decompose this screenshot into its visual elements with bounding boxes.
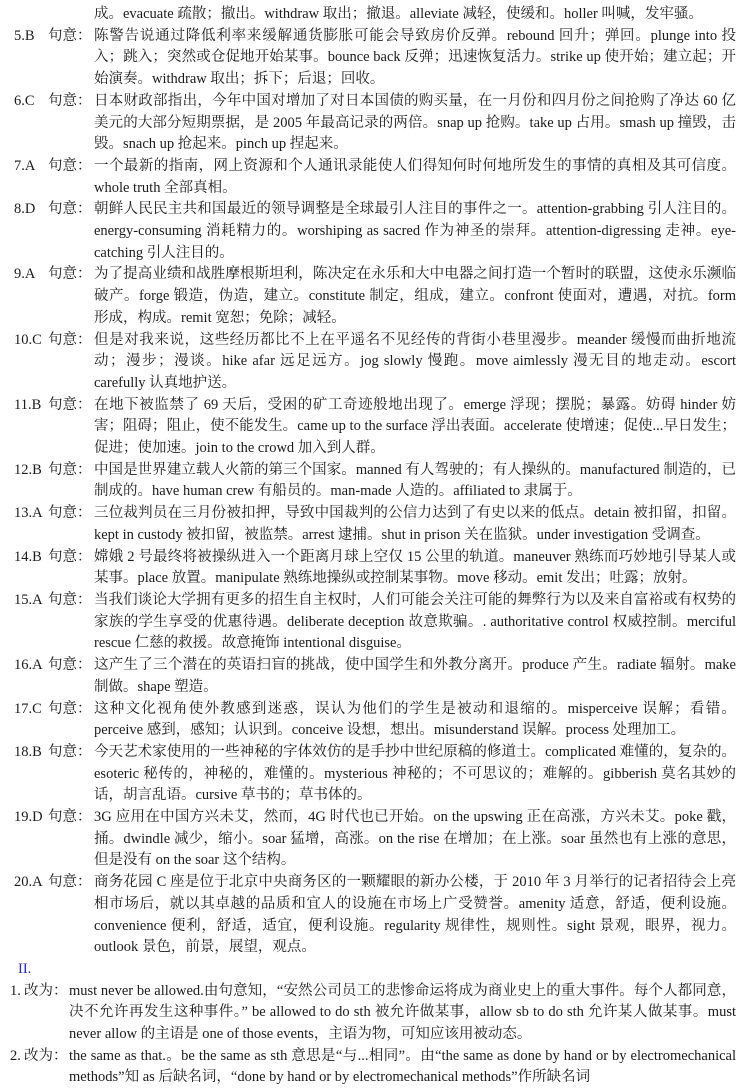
answer-item: [0, 590, 745, 655]
item-number: 9.A: [14, 266, 36, 283]
item-label: 句意：: [48, 201, 92, 218]
answer-item: [0, 742, 745, 807]
item-number: 6.C: [14, 92, 35, 109]
item-text: 为了提高业绩和战胜摩根斯坦利，陈决定在永乐和大中电器之间打造一个暂时的联盟，这使永乐濒临破产。forge 锻造，伪造，建立。constitute 制定，组成，建立。confront 使面对，遭遇，对抗。form 形成，构成。remit 宽恕；免除；减轻。: [94, 266, 736, 326]
item-text: 朝鲜人民民主共和国最近的领导调整是全球最引人注目的事件之一。attention-grabbing 引人注目的。energy-consuming 消耗精力的。worshiping as sacred 作为神圣的崇拜。attention-digressing 走神。eye-catching 引人注目的。: [94, 201, 736, 261]
item-number: 18.B: [14, 743, 42, 760]
answer-item: [0, 26, 745, 91]
item-number: 5.B: [14, 27, 35, 44]
item-text: 但是对我来说，这些经历都比不上在平遥名不见经传的背街小巷里漫步。meander 缓慢而曲折地流动；漫步；漫谈。hike afar 远足远方。jog slowly 慢跑。move aimlessly 漫无目的地走动。escort carefully 认真地护送。: [94, 331, 736, 391]
item-text: 3G 应用在中国方兴未艾，然而，4G 时代也已开始。on the upswing 正在高涨，方兴未艾。poke 戳，捅。dwindle 减少，缩小。soar 猛增，高涨。on the rise 在增加；在上涨。soar 虽然也有上涨的意思，但是没有 on the soar 这个结构。: [94, 809, 736, 869]
item-number: 2.: [10, 1047, 21, 1064]
answer-item: [0, 807, 745, 872]
item-text: 商务花园 C 座是位于北京中央商务区的一颗耀眼的新办公楼，于 2010 年 3 月举行的记者招待会上亮相市场后，就以其卓越的品质和宜人的设施在市场上广受赞誉。amenity 适意，舒适，便利设施。convenience 便利，舒适，适宜，便利设施。regularity 规律性，规则性。sight 景观，眼界，视力。outlook 景色，前景，展望，观点。: [94, 874, 736, 956]
item-text: 成。evacuate 疏散；撤出。withdraw 取出；撤退。alleviate 减轻，使缓和。holler 叫喊，发牢骚。: [94, 6, 703, 22]
item-text: 日本财政部指出，今年中国对增加了对日本国债的购买量，在一月份和四月份之间抢购了净达 60 亿美元的大部分短期票据，是 2005 年最高记录的两倍。snap up 抢购。take up 占用。smash up 撞毁，击毁。snach up 抢起来。pinch up 捏起来。: [94, 92, 736, 153]
item-text: 当我们谈论大学拥有更多的招生自主权时，人们可能会关注可能的舞弊行为以及来自富裕或有权势的家族的学生享受的优惠待遇。deliberate deception 故意欺骗。. authoritative control 权威控制。merciful rescue 仁慈的救援。故意掩饰 intentional disguise。: [94, 591, 736, 652]
answer-item: [0, 503, 745, 546]
item-text: 在地下被监禁了 69 天后，受困的矿工奇迹般地出现了。emerge 浮现；摆脱；暴露。妨碍 hinder 妨害；阻碍；阻止，使不能发生。came up to the surface 浮出表面。accelerate 使增速；促使...早日发生；促进；使加速。join to the crowd 加入到人群。: [94, 396, 736, 457]
item-number: 12.B: [14, 461, 42, 478]
item-label: 句意：: [48, 461, 92, 478]
answer-item: [0, 395, 745, 460]
item-label: 句意：: [48, 743, 92, 760]
section-heading: II.: [18, 960, 32, 977]
answer-item: [0, 156, 745, 199]
item-number: 15.A: [14, 591, 43, 608]
answer-item: [0, 264, 745, 329]
answer-item: [0, 91, 745, 156]
answer-item: [0, 199, 745, 264]
item-label: 句意：: [48, 809, 92, 826]
item-label: 改为：: [24, 1047, 68, 1064]
correction-item: [0, 1046, 745, 1089]
item-number: 8.D: [14, 201, 36, 218]
answer-item: [0, 460, 745, 503]
item-label: 句意：: [48, 331, 92, 348]
item-label: 句意：: [48, 874, 92, 891]
item-number: 16.A: [14, 657, 43, 674]
item-text: must never be allowed.由句意知，“安然公司员工的悲惨命运将成为商业史上的重大事件。每个人都同意，决不允许再发生这种事件。” be allowed to do sth 被允许做某事，allow sb to do sth 允许某人做某事。must never allow 的主语是 one of those events，主语为物，可知应该用被动态。: [69, 982, 736, 1043]
item-text: the same as that.。be the same as sth 意思是“与...相同”。由“the same as done by hand or by electromechanical methods”知 as 后缺名词，“done by hand or by electromechanical methods”作所缺名词: [69, 1047, 736, 1086]
item-number: 1.: [10, 982, 21, 999]
item-text: 这产生了三个潜在的英语扫盲的挑战，使中国学生和外教分离开。produce 产生。radiate 辐射。make 制做。shape 塑造。: [94, 657, 736, 695]
item-label: 句意：: [48, 157, 92, 174]
item-number: 13.A: [14, 505, 43, 522]
item-label: 句意：: [48, 396, 92, 413]
item-number: 17.C: [14, 700, 42, 717]
item-text: 三位裁判员在三月份被扣押，导致中国裁判的公信力达到了有史以来的低点。detain 被扣留，扣留。kept in custody 被扣留，被监禁。arrest 逮捕。shut in prison 关在监狱。under investigation 受调查。: [94, 505, 736, 543]
item-number: 10.C: [14, 331, 42, 348]
item-text: 这种文化视角使外教感到迷惑，误认为他们的学生是被动和退缩的。misperceive 误解；看错。perceive 感到，感知；认识到。conceive 设想，想出。misunderstand 误解。process 处理加工。: [94, 700, 736, 739]
item-text: 嫦娥 2 号最终将被操纵进入一个距离月球上空仅 15 公里的轨道。maneuver 熟练而巧妙地引导某人或某事。place 放置。manipulate 熟练地操纵或控制某事物。move 移动。emit 发出；吐露；放射。: [94, 548, 736, 587]
answer-item: [0, 699, 745, 742]
answer-item: [0, 872, 745, 959]
item-number: 14.B: [14, 548, 42, 565]
answer-item: [0, 4, 745, 26]
item-text: 今天艺术家使用的一些神秘的字体效仿的是手抄中世纪原稿的修道士。complicated 难懂的，复杂的。esoteric 秘传的，神秘的，难懂的。mysterious 神秘的；不可思议的；难解的。gibberish 莫名其妙的话，胡言乱语。cursive 草书的；草书体的。: [94, 743, 736, 804]
item-number: 7.A: [14, 157, 36, 174]
item-number: 19.D: [14, 809, 43, 826]
item-text: 陈警告说通过降低利率来缓解通货膨胀可能会导致房价反弹。rebound 回升；弹回。plunge into 投入；跳入；突然或仓促地开始某事。bounce back 反弹；迅速恢复活力。strike up 使开始；建立起；开始演奏。withdraw 取出；拆下；后退；回收。: [94, 27, 736, 88]
item-label: 句意：: [48, 700, 92, 717]
answer-item: [0, 547, 745, 590]
item-label: 句意：: [48, 548, 92, 565]
item-label: 改为：: [24, 982, 68, 999]
item-label: 句意：: [48, 27, 92, 44]
item-text: 中国是世界建立载人火箭的第三个国家。manned 有人驾驶的；有人操纵的。manufactured 制造的，已制成的。have human crew 有船员的。man-made 人造的。affiliated to 隶属于。: [94, 461, 736, 500]
item-label: 句意：: [48, 657, 92, 674]
item-number: 20.A: [14, 874, 43, 891]
item-label: 句意：: [48, 505, 92, 522]
answer-item: [0, 330, 745, 395]
item-label: 句意：: [48, 591, 92, 608]
item-text: 一个最新的指南，网上资源和个人通讯录能使人们得知何时何地所发生的事情的真相及其可信度。whole truth 全部真相。: [94, 157, 736, 196]
correction-item: [0, 981, 745, 1046]
item-label: 句意：: [48, 92, 92, 109]
answer-item: [0, 655, 745, 698]
item-label: 句意：: [48, 266, 92, 283]
item-number: 11.B: [14, 396, 42, 413]
